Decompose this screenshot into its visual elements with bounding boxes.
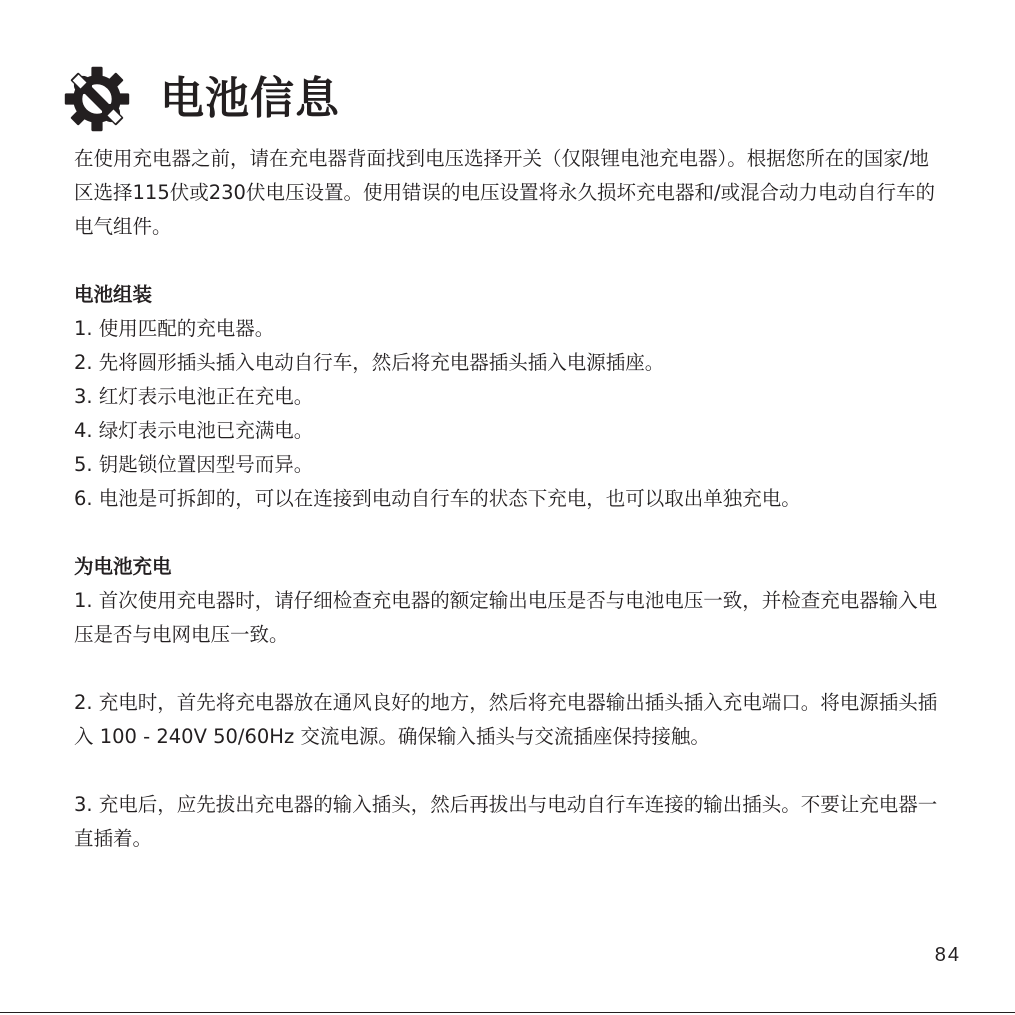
content-body bbox=[74, 142, 944, 890]
page-header bbox=[60, 64, 340, 134]
page-number: 84 bbox=[934, 944, 961, 966]
page-title: 电池信息 bbox=[160, 73, 340, 124]
charging-paragraph-3: 3. 充电后，应先拔出充电器的输入插头，然后再拔出与电动自行车连接的输出插头。不要让充电器一直插着。 bbox=[74, 793, 938, 850]
intro-paragraph: 在使用充电器之前，请在充电器背面找到电压选择开关（仅限锂电池充电器）。根据您所在的国家/地区选择115伏或230伏电压设置。使用错误的电压设置将永久损坏充电器和/或混合动力电动自行车的电气组件。 bbox=[74, 147, 936, 238]
section-heading-assembly: 电池组装 bbox=[74, 283, 153, 306]
charging-paragraph-1: 1. 首次使用充电器时，请仔细检查充电器的额定输出电压是否与电池电压一致，并检查充电器输入电压是否与电网电压一致。 bbox=[74, 589, 938, 646]
gear-wrench-icon bbox=[60, 64, 134, 134]
section-heading-charging: 为电池充电 bbox=[74, 555, 172, 578]
list-item: 2. 先将圆形插头插入电动自行车，然后将充电器插头插入电源插座。 bbox=[74, 351, 665, 374]
list-item: 5. 钥匙锁位置因型号而异。 bbox=[74, 453, 314, 476]
list-item: 1. 使用匹配的充电器。 bbox=[74, 317, 275, 340]
charging-paragraph-2: 2. 充电时，首先将充电器放在通风良好的地方，然后将充电器输出插头插入充电端口。将电源插头插入 100 - 240V 50/60Hz 交流电源。确保输入插头与交流插座保持接触。 bbox=[74, 691, 938, 748]
bottom-divider bbox=[0, 1012, 1015, 1013]
assembly-list bbox=[74, 312, 944, 516]
list-item: 4. 绿灯表示电池已充满电。 bbox=[74, 419, 314, 442]
list-item: 6. 电池是可拆卸的，可以在连接到电动自行车的状态下充电，也可以取出单独充电。 bbox=[74, 487, 801, 510]
list-item: 3. 红灯表示电池正在充电。 bbox=[74, 385, 314, 408]
